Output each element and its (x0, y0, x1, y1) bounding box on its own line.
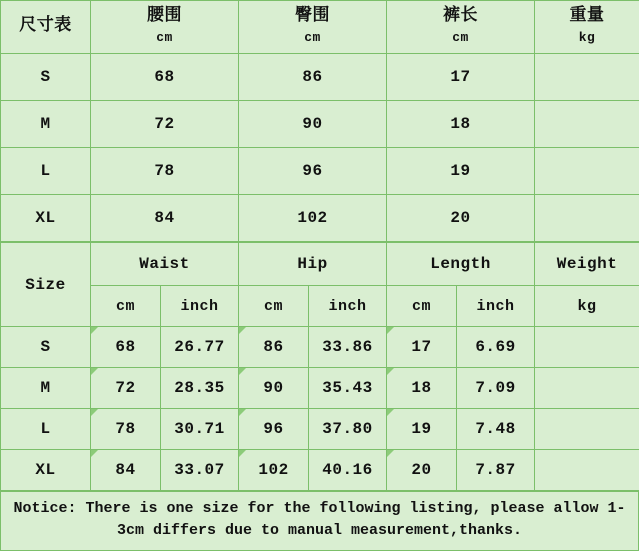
cell-length-inch: 7.87 (457, 450, 535, 491)
size-table-cn (0, 0, 639, 242)
notice-banner (0, 491, 639, 551)
cell-hip: 102 (239, 195, 387, 242)
header-label-hip-cn: 臀围 (240, 7, 385, 27)
table-row (1, 54, 639, 101)
cell-waist-inch: 28.35 (161, 368, 239, 409)
cell-waist-inch: 33.07 (161, 450, 239, 491)
header-label-size-cn: 尺寸表 (2, 17, 89, 37)
header-cell-hip-en: Hip (239, 243, 387, 286)
cell-hip-inch: 40.16 (309, 450, 387, 491)
unit-cell-waist-inch: inch (161, 286, 239, 327)
cell-length-inch: 7.09 (457, 368, 535, 409)
header-unit-weight-cn: kg (536, 28, 638, 48)
cell-weight (535, 148, 639, 195)
cell-weight-kg (535, 409, 639, 450)
header-unit-waist-cn: cm (92, 28, 237, 48)
table-header-row-cn (1, 1, 639, 54)
header-cell-length-cn (387, 1, 535, 54)
unit-cell-length-inch: inch (457, 286, 535, 327)
table-row (1, 327, 639, 368)
unit-cell-hip-inch: inch (309, 286, 387, 327)
cell-size: M (1, 368, 91, 409)
header-label-waist-cn: 腰围 (92, 7, 237, 27)
cell-weight (535, 195, 639, 242)
table-header-row-en (1, 243, 639, 286)
cell-length-cm: 18 (387, 368, 457, 409)
cell-hip-inch: 37.80 (309, 409, 387, 450)
header-unit-hip-cn: cm (240, 28, 385, 48)
size-table-en (0, 242, 639, 491)
table-row (1, 450, 639, 491)
cell-weight-kg (535, 327, 639, 368)
unit-cell-waist-cm: cm (91, 286, 161, 327)
cell-hip-cm: 96 (239, 409, 309, 450)
cell-length: 17 (387, 54, 535, 101)
cell-hip-cm: 86 (239, 327, 309, 368)
notice-line-2: 3cm differs due to manual measurement,thanks. (9, 520, 630, 542)
cell-size: S (1, 327, 91, 368)
header-label-length-cn: 裤长 (388, 7, 533, 27)
header-cell-weight-cn (535, 1, 639, 54)
cell-size: S (1, 54, 91, 101)
cell-waist-cm: 84 (91, 450, 161, 491)
cell-waist-cm: 68 (91, 327, 161, 368)
header-cell-waist-cn (91, 1, 239, 54)
cell-hip: 96 (239, 148, 387, 195)
cell-waist: 84 (91, 195, 239, 242)
cell-weight (535, 101, 639, 148)
cell-size: XL (1, 195, 91, 242)
cell-waist-inch: 26.77 (161, 327, 239, 368)
header-cell-weight-en: Weight (535, 243, 639, 286)
cell-hip-cm: 102 (239, 450, 309, 491)
header-cell-size-en: Size (1, 243, 91, 327)
unit-cell-weight-kg: kg (535, 286, 639, 327)
cell-length-cm: 20 (387, 450, 457, 491)
unit-cell-length-cm: cm (387, 286, 457, 327)
table-row (1, 101, 639, 148)
cell-length-inch: 6.69 (457, 327, 535, 368)
table-unit-row-en (1, 286, 639, 327)
cell-hip: 90 (239, 101, 387, 148)
unit-cell-hip-cm: cm (239, 286, 309, 327)
cell-hip: 86 (239, 54, 387, 101)
cell-weight (535, 54, 639, 101)
cell-length: 18 (387, 101, 535, 148)
cell-length-inch: 7.48 (457, 409, 535, 450)
table-row (1, 368, 639, 409)
cell-waist: 68 (91, 54, 239, 101)
cell-waist: 72 (91, 101, 239, 148)
header-cell-size-cn (1, 1, 91, 54)
header-unit-length-cn: cm (388, 28, 533, 48)
cell-waist: 78 (91, 148, 239, 195)
cell-length: 19 (387, 148, 535, 195)
cell-hip-inch: 35.43 (309, 368, 387, 409)
cell-size: XL (1, 450, 91, 491)
cell-waist-cm: 72 (91, 368, 161, 409)
cell-length-cm: 19 (387, 409, 457, 450)
header-label-weight-cn: 重量 (536, 7, 638, 27)
header-cell-hip-cn (239, 1, 387, 54)
table-row (1, 148, 639, 195)
table-row (1, 409, 639, 450)
header-cell-length-en: Length (387, 243, 535, 286)
cell-length-cm: 17 (387, 327, 457, 368)
cell-weight-kg (535, 368, 639, 409)
cell-weight-kg (535, 450, 639, 491)
cell-size: L (1, 148, 91, 195)
notice-line-1: Notice: There is one size for the following listing, please allow 1- (13, 500, 625, 517)
cell-hip-cm: 90 (239, 368, 309, 409)
cell-hip-inch: 33.86 (309, 327, 387, 368)
cell-size: L (1, 409, 91, 450)
cell-waist-inch: 30.71 (161, 409, 239, 450)
cell-length: 20 (387, 195, 535, 242)
cell-size: M (1, 101, 91, 148)
header-cell-waist-en: Waist (91, 243, 239, 286)
cell-waist-cm: 78 (91, 409, 161, 450)
table-row (1, 195, 639, 242)
